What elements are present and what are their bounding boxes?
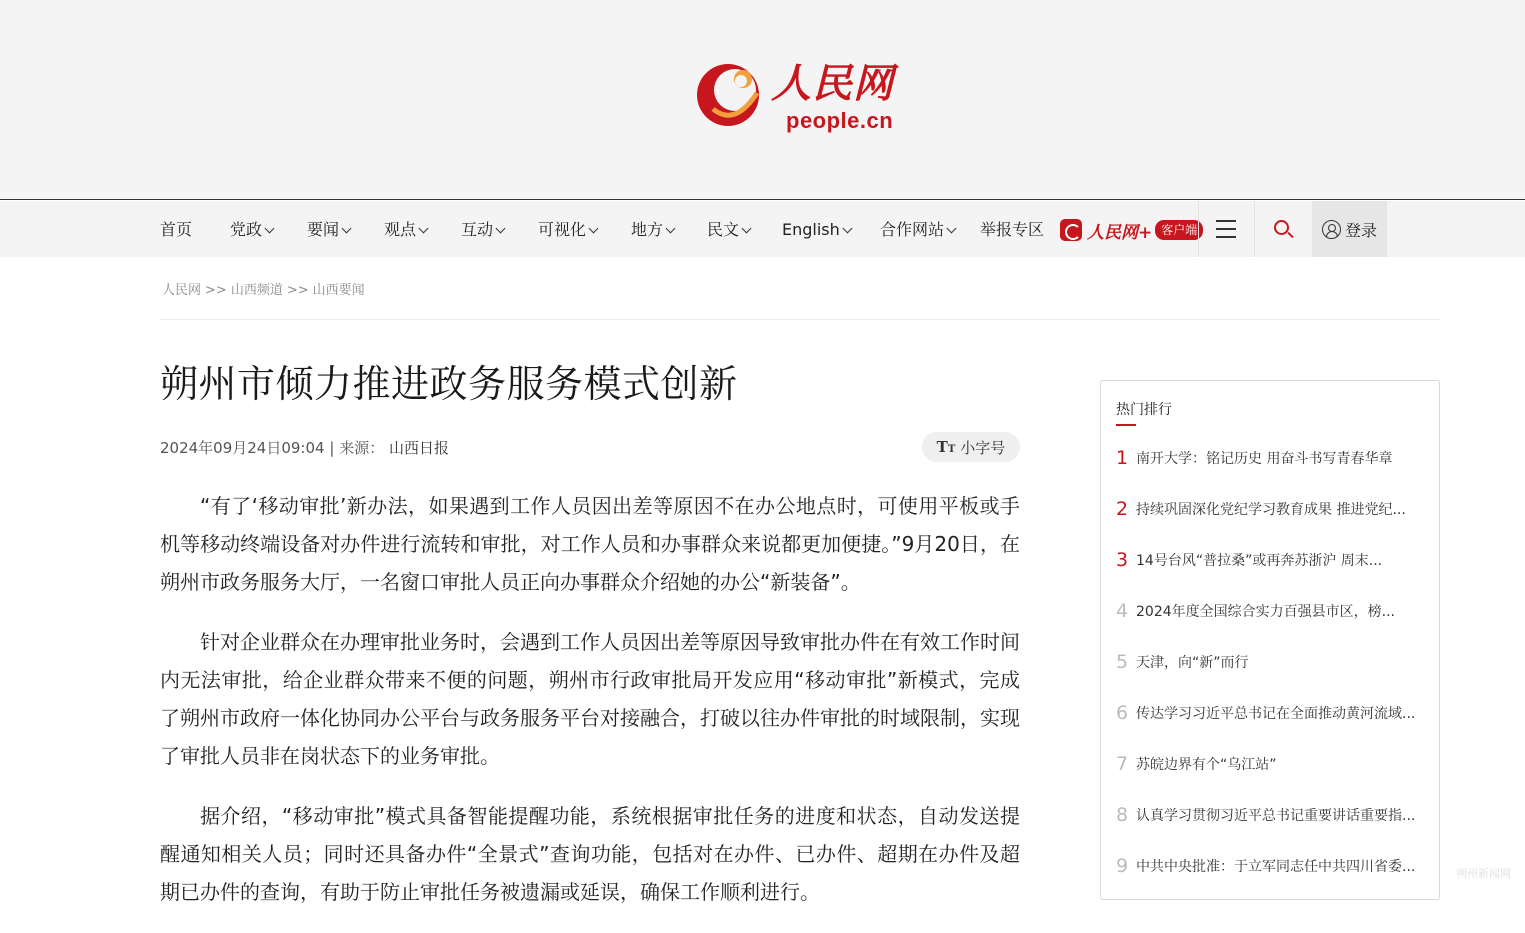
logo-text-en: people.cn — [786, 108, 894, 133]
app-logo-icon — [1060, 219, 1082, 241]
nav-item-interact[interactable]: 互动 — [461, 201, 504, 257]
rank-number: 6 — [1116, 702, 1129, 724]
rank-number: 9 — [1116, 855, 1129, 877]
ranking-item[interactable] — [1116, 545, 1416, 575]
rank-title: 南开大学：铭记历史 用奋斗书写青春华章 — [1136, 451, 1393, 467]
main-nav — [0, 201, 1525, 257]
rank-title: 传达学习习近平总书记在全面推动黄河流域... — [1136, 706, 1416, 722]
article-paragraph: 据介绍，“移动审批”模式具备智能提醒功能，系统根据审批任务的进度和状态，自动发送提醒通知相关人员；同时还具备办件“全景式”查询功能，包括对在办件、已办件、超期在办件及超期已办件的查询，有助于防止审批任务被遗漏或延误，确保工作顺利进行。 — [160, 804, 1020, 904]
chevron-down-icon — [419, 224, 429, 234]
app-name: 人民网+ — [1087, 222, 1153, 243]
rank-number: 8 — [1116, 804, 1129, 826]
font-size-icon: TT — [936, 438, 956, 456]
title-underline — [1116, 424, 1136, 426]
hot-ranking-panel — [1100, 380, 1440, 900]
article-body — [160, 487, 1020, 933]
watermark: 朔州新闻网 — [1456, 867, 1511, 880]
nav-divider — [1198, 201, 1199, 257]
chevron-down-icon — [842, 224, 852, 234]
publish-date: 2024年09月24日09:04 — [160, 439, 325, 457]
rank-title: 14号台风“普拉桑”或再奔苏浙沪 周末... — [1136, 553, 1383, 569]
breadcrumb-link[interactable]: 人民网 — [162, 283, 202, 298]
app-client-badge: 客户端 — [1155, 220, 1203, 240]
chevron-down-icon — [265, 224, 275, 234]
rank-number: 1 — [1116, 447, 1129, 469]
nav-item-opinion[interactable]: 观点 — [384, 201, 427, 257]
nav-item-news[interactable]: 要闻 — [307, 201, 350, 257]
user-icon — [1322, 220, 1341, 239]
nav-item-visual[interactable]: 可视化 — [538, 201, 597, 257]
hamburger-icon — [1216, 220, 1236, 222]
rank-title: 持续巩固深化党纪学习教育成果 推进党纪... — [1136, 502, 1406, 518]
nav-item-partners[interactable]: 合作网站 — [880, 201, 955, 257]
nav-item-party[interactable]: 党政 — [230, 201, 273, 257]
ranking-item[interactable] — [1116, 647, 1416, 677]
breadcrumb-link[interactable]: 山西频道 — [230, 283, 283, 298]
menu-button[interactable] — [1200, 201, 1252, 257]
nav-item-english[interactable]: English — [782, 201, 851, 257]
search-button[interactable] — [1256, 201, 1310, 257]
ranking-item[interactable] — [1116, 800, 1416, 830]
ranking-item[interactable] — [1116, 596, 1416, 626]
article-paragraph: 针对企业群众在办理审批业务时，会遇到工作人员因出差等原因导致审批办件在有效工作时间内无法审批，给企业群众带来不便的问题，朔州市行政审批局开发应用“移动审批”新模式，完成了朔州市政府一体化协同办公平台与政务服务平台对接融合，打破以往办件审批的时域限制，实现了审批人员非在岗状态下的业务审批。 — [160, 630, 1020, 768]
rank-number: 5 — [1116, 651, 1129, 673]
panel-title: 热门排行 — [1116, 402, 1172, 418]
chevron-down-icon — [947, 224, 957, 234]
ranking-item[interactable] — [1116, 749, 1416, 779]
nav-item-report[interactable]: 举报专区 — [980, 220, 1045, 239]
ranking-item[interactable] — [1116, 443, 1416, 473]
font-size-toggle[interactable] — [922, 432, 1020, 462]
ranking-item[interactable] — [1116, 494, 1416, 524]
login-label: 登录 — [1344, 220, 1377, 240]
breadcrumb: 人民网 >> 山西频道 >> 山西要闻 — [162, 283, 365, 298]
nav-item-local[interactable]: 地方 — [631, 201, 674, 257]
rank-number: 7 — [1116, 753, 1129, 775]
nav-item-ethnic[interactable]: 民文 — [707, 201, 750, 257]
chevron-down-icon — [742, 224, 752, 234]
ranking-item[interactable] — [1116, 698, 1416, 728]
breadcrumb-link[interactable]: 山西要闻 — [312, 283, 365, 298]
ranking-item[interactable] — [1116, 851, 1416, 881]
rank-title: 天津，向“新”而行 — [1136, 655, 1249, 671]
article-title: 朔州市倾力推进政务服务模式创新 — [160, 362, 738, 406]
nav-divider — [1254, 201, 1255, 257]
login-button[interactable] — [1312, 201, 1387, 257]
divider — [160, 319, 1440, 320]
article-meta: 2024年09月24日09:04 | 来源： 山西日报 — [160, 439, 449, 457]
rank-title: 苏皖边界有个“乌江站” — [1136, 757, 1277, 773]
logo-swirl-icon — [695, 57, 765, 129]
source-link[interactable]: 山西日报 — [388, 439, 449, 457]
app-download-link[interactable] — [1060, 217, 1203, 243]
rank-number: 2 — [1116, 498, 1129, 520]
rank-title: 中共中央批准：于立军同志任中共四川省委... — [1136, 859, 1416, 875]
article-paragraph: “有了‘移动审批’新办法，如果遇到工作人员因出差等原因不在办公地点时，可使用平板或手机等移动终端设备对办件进行流转和审批，对工作人员和办事群众来说都更加便捷。”9月20日，在朔州市政务服务大厅，一名窗口审批人员正向办事群众介绍她的办公“新装备”。 — [160, 494, 1020, 594]
chevron-down-icon — [496, 224, 506, 234]
chevron-down-icon — [589, 224, 599, 234]
nav-item-home[interactable]: 首页 — [160, 220, 193, 239]
chevron-down-icon — [342, 224, 352, 234]
source-label: 来源： — [339, 439, 385, 457]
people-cn-logo[interactable] — [695, 52, 910, 137]
chevron-down-icon — [666, 224, 676, 234]
rank-title: 认真学习贯彻习近平总书记重要讲话重要指... — [1136, 808, 1416, 824]
rank-number: 3 — [1116, 549, 1129, 571]
site-header — [0, 0, 1525, 200]
rank-title: 2024年度全国综合实力百强县市区，榜... — [1136, 604, 1395, 620]
rank-number: 4 — [1116, 600, 1129, 622]
logo-text-cn: 人民网 — [771, 60, 894, 107]
font-size-label: 小字号 — [960, 438, 1006, 457]
